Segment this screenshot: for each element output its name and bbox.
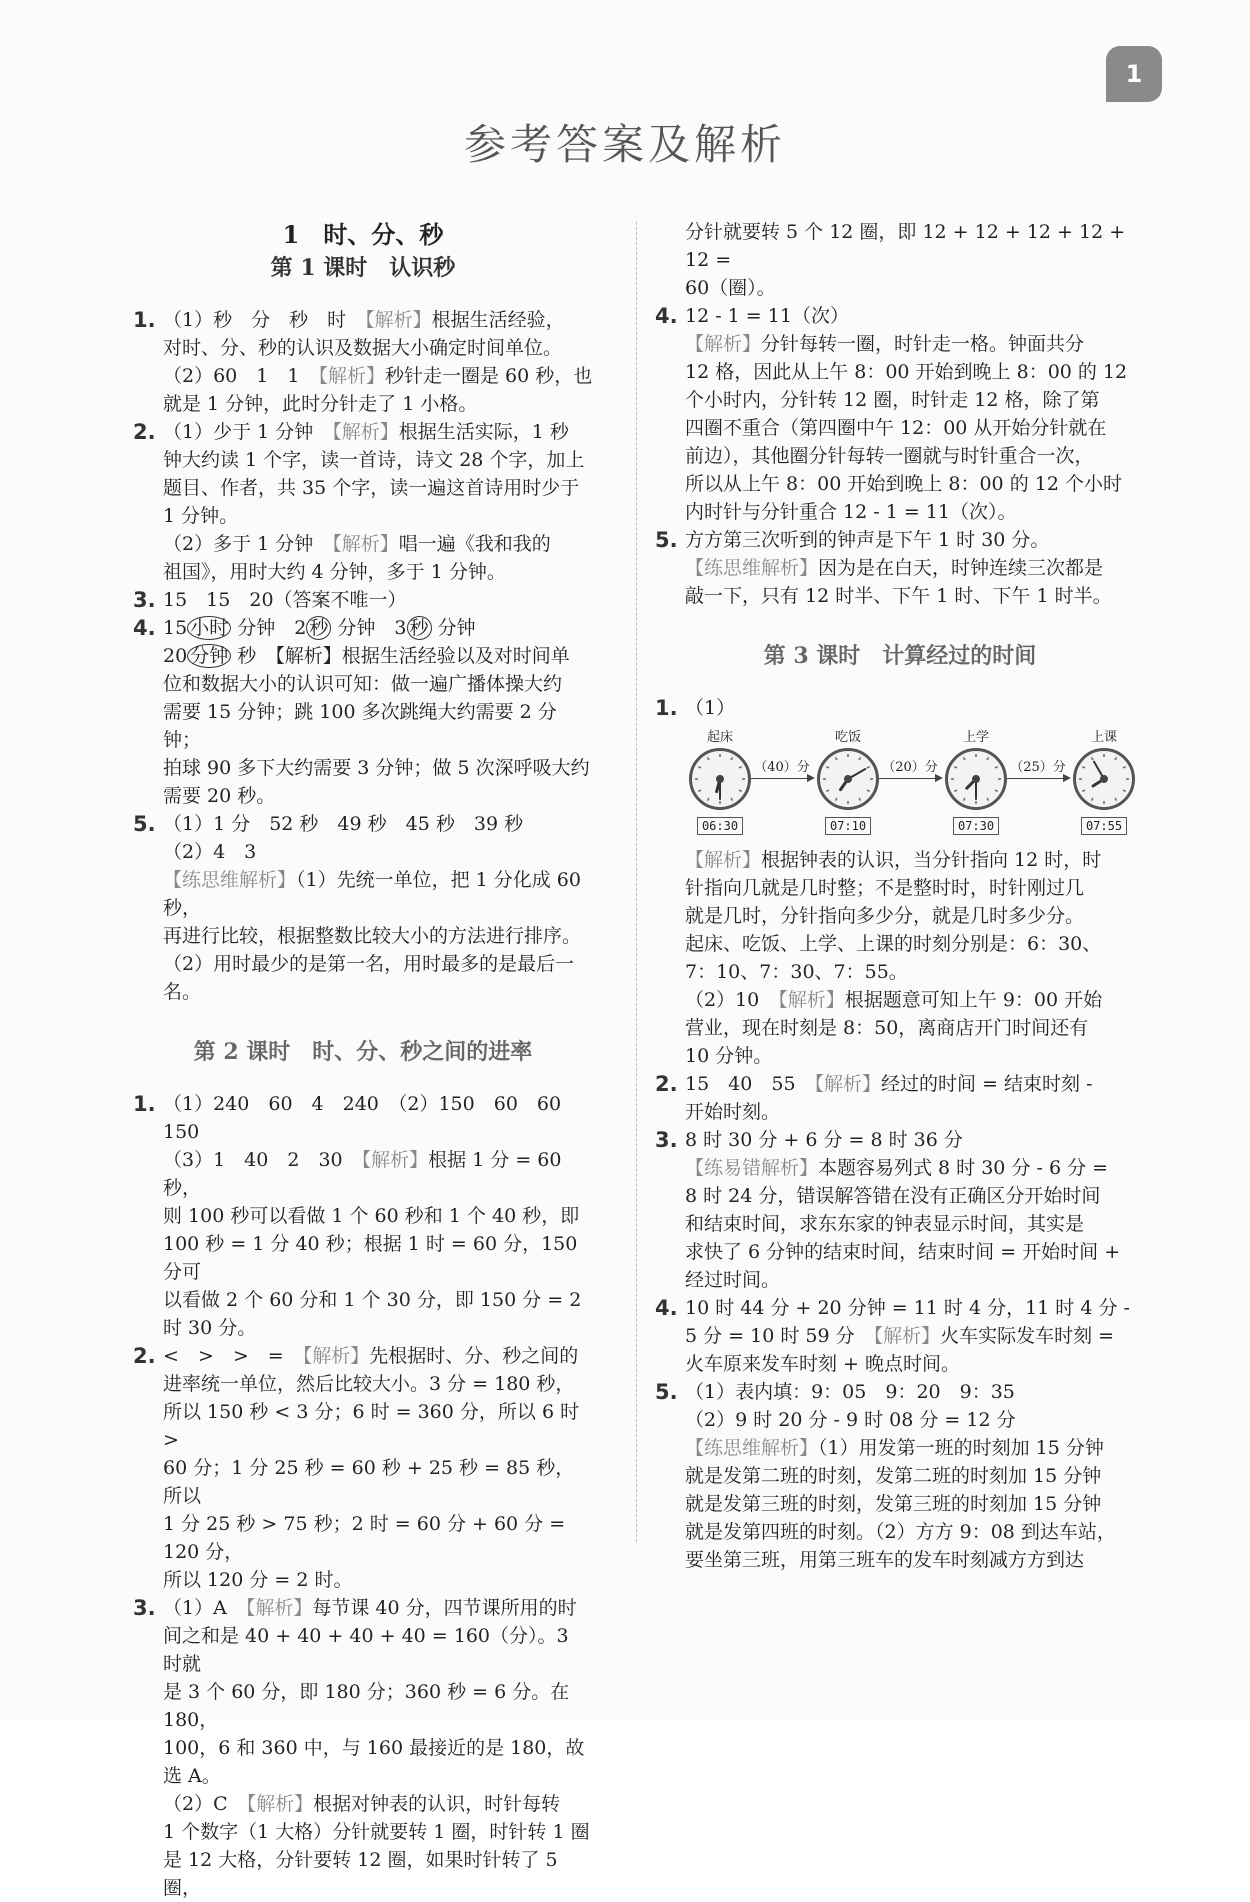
answer-line: 【练思维解析】（1）先统一单位，把 1 分化成 60 秒，: [163, 869, 581, 919]
answer-line: 就是 1 分钟，此时分针走了 1 小格。: [163, 393, 478, 415]
analysis-tag: 【解析】: [302, 1345, 370, 1367]
answer-item: [655, 1378, 1145, 1574]
clock-tick: [1092, 757, 1094, 760]
answer-line: 起床、吃饭、上学、上课的时刻分别是：6：30、: [685, 933, 1102, 955]
analysis-tag: 【解析】: [332, 421, 399, 443]
answer-line: 进率统一单位，然后比较大小。3 分 = 180 秒，: [163, 1373, 575, 1395]
answer-item: [133, 810, 593, 1006]
elapsed-arrow: [1007, 760, 1069, 779]
clock-tick: [1123, 767, 1126, 769]
answer-line: （2）60 1 1 【解析】秒针走一圈是 60 秒，也: [163, 365, 593, 387]
item-number: 1.: [133, 1092, 156, 1116]
answer-line: （2）4 3: [163, 841, 257, 863]
answer-item: [655, 302, 1145, 526]
text-fragment: 秒 【解析】根据生活经验以及对时间单: [231, 645, 570, 667]
clock-tick: [739, 790, 742, 792]
answer-line: （1）表内填：9：05 9：20 9：35: [685, 1381, 1015, 1403]
lesson3-title: 第 3 课时 计算经过的时间: [763, 643, 1037, 669]
column-divider: [636, 222, 637, 1542]
analysis-tag: 【练易错解析】: [685, 1157, 819, 1179]
answer-line: 8 时 30 分 + 6 分 = 8 时 36 分: [685, 1129, 963, 1151]
answer-line: 火车原来发车时刻 + 晚点时间。: [685, 1353, 960, 1375]
minute-hand: [848, 769, 865, 779]
answer-item: [133, 1342, 593, 1594]
answer-line: 需要 20 秒。: [163, 785, 276, 807]
clock-label: 吃饭: [834, 730, 861, 745]
answer-line: 12 格，因此从上午 8：00 开始到晚上 8：00 的 12: [685, 361, 1128, 383]
answer-line: 所以 120 分 = 2 时。: [163, 1569, 353, 1591]
text-fragment: 分钟 3: [331, 617, 407, 639]
analysis-tag: 【解析】: [778, 989, 845, 1011]
answer-item: [655, 1070, 1145, 1126]
answer-line: （1）240 60 4 240 （2）150 60 60 150: [163, 1093, 581, 1143]
answer-line: 所以从上午 8：00 开始到晚上 8：00 的 12 个小时: [685, 473, 1122, 495]
answer-line: 8 时 24 分，错误解答错在没有正确区分开始时间: [685, 1185, 1101, 1207]
answer-line: 1 分钟。: [163, 505, 239, 527]
clock-time-box: 06:30: [697, 817, 743, 835]
clock-label: 起床: [706, 730, 733, 745]
clock-tick: [698, 790, 701, 792]
answer-item: [133, 586, 593, 614]
answer-line: 要坐第三班，用第三班车的发车时刻减方方到达: [685, 1549, 1085, 1571]
answer-line: 【练易错解析】本题容易列式 8 时 30 分 - 6 分 =: [685, 1157, 1109, 1179]
hour-hand: [841, 779, 848, 790]
answer-item: [133, 418, 593, 586]
item-number: 2.: [655, 1072, 678, 1096]
clock-tick: [708, 757, 710, 760]
answer-line: 【解析】根据钟表的认识，当分针指向 12 时，时: [685, 849, 1102, 871]
clock-tick: [836, 798, 838, 801]
answer-line: （2）10 【解析】根据题意可知上午 9：00 开始: [685, 989, 1103, 1011]
clock-timeline: [685, 730, 1145, 842]
continued-answer: [655, 218, 1145, 302]
answer-line: [163, 642, 593, 670]
answer-line: 15 15 20（答案不唯一）: [163, 589, 407, 611]
clock-tick: [867, 767, 870, 769]
clock-tick: [1115, 798, 1117, 801]
lesson1-title: 第 1 课时 认识秒: [270, 255, 456, 281]
clock-face-icon: [1073, 748, 1135, 810]
answer-line: （3）1 40 2 30 【解析】根据 1 分 = 60 秒，: [163, 1149, 562, 1199]
clock-tick: [698, 767, 701, 769]
elapsed-label: （40）分: [754, 760, 810, 775]
answer-line: 100，6 和 360 中，与 160 最接近的是 180，故选 A。: [163, 1737, 585, 1787]
circled-answer: 分钟: [187, 644, 231, 668]
elapsed-arrow: [879, 760, 941, 779]
clock-tick: [859, 757, 861, 760]
text-fragment: 分钟: [431, 617, 476, 639]
item-number: 3.: [133, 1596, 156, 1620]
answer-line: （1）: [685, 697, 736, 719]
clock-label: 上课: [1090, 730, 1117, 745]
answer-line: 拍球 90 多下大约需要 3 分钟；做 5 次深呼吸大约: [163, 757, 590, 779]
lesson3-answers: [655, 1070, 1145, 1574]
answer-line: 开始时刻。: [685, 1101, 781, 1123]
left-column: [133, 218, 593, 1902]
right-column: [655, 218, 1145, 1574]
answer-line: 5 分 = 10 时 59 分 【解析】火车实际发车时刻 =: [685, 1325, 1115, 1347]
item-number: 5.: [655, 528, 678, 552]
answer-line: 四圈不重合（第四圈中午 12：00 从开始分针就在: [685, 417, 1107, 439]
item-number: 2.: [133, 420, 156, 444]
answer-item: [655, 1294, 1145, 1378]
answer-line: （2）C 【解析】根据对钟表的认识，时针每转: [163, 1793, 561, 1815]
clock-tick: [1082, 767, 1085, 769]
answer-line: 12 - 1 = 11（次）: [685, 305, 849, 327]
analysis-tag: 【练思维解析】: [685, 557, 819, 579]
answer-line: 100 秒 = 1 分 40 秒；根据 1 时 = 60 分，150 分可: [163, 1233, 578, 1283]
elapsed-label: （20）分: [882, 760, 938, 775]
item-number: 3.: [133, 588, 156, 612]
analysis-tag: 【解析】: [365, 309, 432, 331]
item-number: 3.: [655, 1128, 678, 1152]
analysis-tag: 【解析】: [814, 1073, 882, 1095]
clock-time-box: 07:10: [825, 817, 871, 835]
answer-line: 7：10、7：30、7：55。: [685, 961, 908, 983]
analysis-tag: 【解析】: [685, 333, 762, 355]
clock-tick: [708, 798, 710, 801]
circled-answer: 秒: [407, 616, 432, 640]
analysis-tag: 【解析】: [318, 365, 385, 387]
answer-line: （1）A 【解析】每节课 40 分，四节课所用的时: [163, 1597, 577, 1619]
analysis-tag: 【解析】: [332, 533, 399, 555]
clock-figure: [1069, 730, 1139, 838]
answer-line: （2）用时最少的是第一名，用时最多的是最后一名。: [163, 953, 575, 1003]
item-number: 1.: [133, 308, 156, 332]
page-title: 参考答案及解析: [463, 120, 786, 169]
clock-label: 上学: [962, 730, 989, 745]
answer-line: 再进行比较，根据整数比较大小的方法进行排序。: [163, 925, 582, 947]
arrow-right-icon: [751, 778, 813, 779]
answer-line: 敲一下，只有 12 时半、下午 1 时、下午 1 时半。: [685, 585, 1112, 607]
clock-tick: [836, 757, 838, 760]
lesson2-answers-continued: [655, 302, 1145, 610]
answer-line: （1）少于 1 分钟 【解析】根据生活实际，1 秒: [163, 421, 569, 443]
answer-line: 钟大约读 1 个字，读一首诗，诗文 28 个字，加上: [163, 449, 585, 471]
item-number: 1.: [655, 696, 678, 720]
text-fragment: 20: [163, 645, 188, 667]
arrow-right-icon: [1007, 778, 1069, 779]
clock-tick: [1092, 798, 1094, 801]
answer-line: 分针就要转 5 个 12 圈，即 12 + 12 + 12 + 12 + 12 =: [685, 221, 1126, 271]
answer-line: 需要 15 分钟；跳 100 多次跳绳大约需要 2 分钟；: [163, 701, 557, 751]
answer-item: [655, 1126, 1145, 1294]
elapsed-label: （25）分: [1010, 760, 1066, 775]
analysis-tag: 【练思维解析】: [685, 1437, 819, 1459]
clock-figure: [685, 730, 755, 838]
clock-face-icon: [689, 748, 751, 810]
answer-line: 就是发第三班的时刻，发第三班的时刻加 15 分钟: [685, 1493, 1102, 1515]
elapsed-arrow: [751, 760, 813, 779]
answer-line: 求快了 6 分钟的结束时间，结束时间 = 开始时间 +: [685, 1241, 1121, 1263]
clock-tick: [739, 767, 742, 769]
clock-tick: [867, 790, 870, 792]
analysis-tag: 【解析】: [873, 1325, 941, 1347]
item-number: 4.: [655, 1296, 678, 1320]
answer-line: （1）1 分 52 秒 49 秒 45 秒 39 秒: [163, 813, 524, 835]
answer-line: （2）9 时 20 分 - 9 时 08 分 = 12 分: [685, 1409, 1016, 1431]
answer-line: [163, 614, 593, 642]
clock-tick: [859, 798, 861, 801]
answer-item: [133, 306, 593, 418]
clock-tick: [987, 798, 989, 801]
answer-line: 就是发第四班的时刻。（2）方方 9：08 到达车站，: [685, 1521, 1116, 1543]
answer-line: 所以 150 秒 < 3 分；6 时 = 360 分，所以 6 时 >: [163, 1401, 580, 1451]
answer-line: 内时针与分针重合 12 - 1 = 11（次）。: [685, 501, 1017, 523]
page-number-badge: 1: [1106, 46, 1162, 102]
clock-tick: [1082, 790, 1085, 792]
clock-tick: [826, 790, 829, 792]
lesson1-answers: [133, 306, 593, 614]
answer-line: 题目、作者，共 35 个字，读一遍这首诗用时少于: [163, 477, 580, 499]
analysis-tag: 【解析】: [361, 1149, 429, 1171]
answer-line: 就是发第二班的时刻，发第二班的时刻加 15 分钟: [685, 1465, 1102, 1487]
answer-line: 和结束时间，求东东家的钟表显示时间，其实是: [685, 1213, 1085, 1235]
clock-time-box: 07:30: [953, 817, 999, 835]
clock-face-icon: [945, 748, 1007, 810]
clock-time-box: 07:55: [1081, 817, 1127, 835]
answer-item: [655, 694, 1145, 1070]
answer-line: 15 40 55 【解析】经过的时间 = 结束时刻 -: [685, 1073, 1093, 1095]
answer-line: 【练思维解析】（1）用发第一班的时刻加 15 分钟: [685, 1437, 1104, 1459]
clock-tick: [826, 767, 829, 769]
answer-item: [133, 1090, 593, 1342]
item-number: 4.: [655, 304, 678, 328]
arrow-right-icon: [879, 778, 941, 779]
analysis-tag: 【解析】: [246, 1793, 314, 1815]
analysis-tag: 【练思维解析】: [163, 869, 297, 891]
answer-line: 个小时内，分针转 12 圈，时针走 12 格，除了第: [685, 389, 1100, 411]
answer-line: 方方第三次听到的钟声是下午 1 时 30 分。: [685, 529, 1050, 551]
answer-item: [133, 1594, 593, 1902]
answer-line: 针指向几就是几时整；不是整时时，时针刚过几: [685, 877, 1085, 899]
answer-line: 1 个数字（1 大格）分针就要转 1 圈，时针转 1 圈: [163, 1821, 590, 1843]
hour-hand: [1093, 779, 1104, 786]
answer-item: [133, 614, 593, 810]
answer-line: 前边），其他圈分针每转一圈就与时针重合一次，: [685, 445, 1094, 467]
answer-line: 经过时间。: [685, 1269, 781, 1291]
unit-title: 1 时、分、秒: [282, 220, 444, 249]
answer-line: 10 时 44 分 + 20 分钟 = 11 时 4 分，11 时 4 分 -: [685, 1297, 1130, 1319]
clock-figure: [941, 730, 1011, 838]
answer-line: 60 分；1 分 25 秒 = 60 秒 + 25 秒 = 85 秒，所以: [163, 1457, 575, 1507]
clock-tick: [954, 790, 957, 792]
item-number: 2.: [133, 1344, 156, 1368]
answer-line: 10 分钟。: [685, 1045, 773, 1067]
answer-line: 以看做 2 个 60 分和 1 个 30 分，即 150 分 = 2 时 30 分。: [163, 1289, 582, 1339]
answer-line: 对时、分、秒的认识及数据大小确定时间单位。: [163, 337, 563, 359]
answer-line: 营业，现在时刻是 8：50，离商店开门时间还有: [685, 1017, 1089, 1039]
answer-line: （1）秒 分 秒 时 【解析】根据生活经验，: [163, 309, 565, 331]
answer-line: < > > = 【解析】先根据时、分、秒之间的: [163, 1345, 579, 1367]
item-number: 4.: [133, 616, 156, 640]
circled-answer: 秒: [306, 616, 331, 640]
text-fragment: 15: [163, 617, 188, 639]
answer-line: 位和数据大小的认识可知：做一遍广播体操大约: [163, 673, 563, 695]
clock-tick: [964, 798, 966, 801]
clock-tick: [1115, 757, 1117, 760]
q1-explanation: [685, 846, 1145, 1070]
clock-tick: [995, 767, 998, 769]
answer-item: [655, 526, 1145, 610]
clock-tick: [995, 790, 998, 792]
hour-hand: [967, 779, 976, 788]
answer-line: 祖国》，用时大约 4 分钟，多于 1 分钟。: [163, 561, 506, 583]
circled-answer: 小时: [187, 616, 231, 640]
clock-tick: [954, 767, 957, 769]
answer-line: 间之和是 40 + 40 + 40 + 40 = 160（分）。3 时就: [163, 1625, 569, 1675]
item-number: 5.: [655, 1380, 678, 1404]
answer-line: 【解析】分针每转一圈，时针走一格。钟面共分: [685, 333, 1085, 355]
minute-hand: [1094, 762, 1104, 779]
lesson2-title: 第 2 课时 时、分、秒之间的进率: [193, 1039, 533, 1065]
answer-line: （2）多于 1 分钟 【解析】唱一遍《我和我的: [163, 533, 551, 555]
text-fragment: 分钟 2: [231, 617, 307, 639]
analysis-tag: 【解析】: [685, 849, 762, 871]
clock-tick: [731, 798, 733, 801]
clock-tick: [731, 757, 733, 760]
analysis-tag: 【解析】: [245, 1597, 313, 1619]
clock-tick: [964, 757, 966, 760]
item-number: 5.: [133, 812, 156, 836]
answer-line: 是 3 个 60 分，即 180 分；360 秒 = 6 分。在 180，: [163, 1681, 570, 1731]
answer-line: 就是几时，分针指向多少分，就是几时多少分。: [685, 905, 1085, 927]
answer-line: 60（圈）。: [685, 277, 776, 299]
answer-line: 1 分 25 秒 > 75 秒；2 时 = 60 分 + 60 分 = 120 分，: [163, 1513, 566, 1563]
answer-line: 是 12 大格，分针要转 12 圈，如果时针转了 5 圈，: [163, 1849, 558, 1899]
answer-line: 【练思维解析】因为是在白天，时钟连续三次都是: [685, 557, 1104, 579]
clock-figure: [813, 730, 883, 838]
clock-face-icon: [817, 748, 879, 810]
answer-line: 则 100 秒可以看做 1 个 60 秒和 1 个 40 秒，即: [163, 1205, 580, 1227]
clock-tick: [1123, 790, 1126, 792]
clock-tick: [987, 757, 989, 760]
lesson2-answers: [133, 1090, 593, 1902]
